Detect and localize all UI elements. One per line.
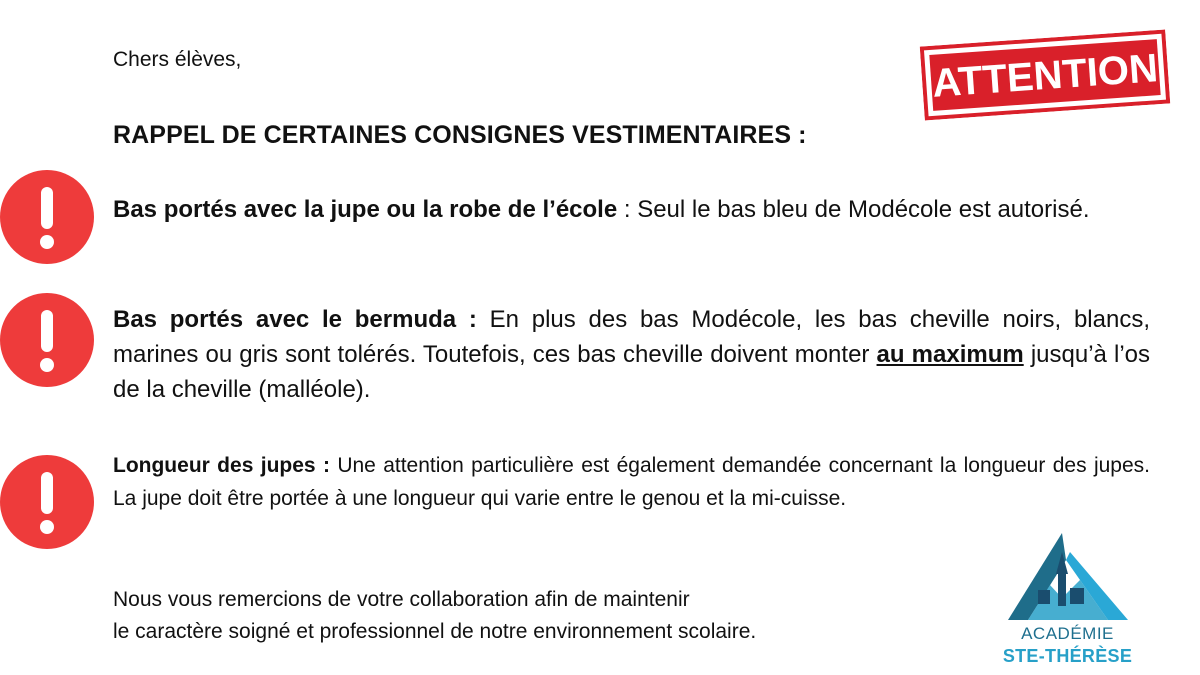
rule-text: Une attention particulière est également demandée concernant la longueur des jupes. La jupe doit être portée à une longueur qui varie entre le genou et la mi-cuisse. [113,454,1150,510]
exclamation-circle-icon [0,293,95,388]
page-title: RAPPEL DE CERTAINES CONSIGNES VESTIMENTAIRES : [113,121,807,149]
greeting: Chers élèves, [113,48,242,71]
rule-text: jusqu’à l’os de la cheville (malléole). [113,341,1151,403]
stamp-text: ATTENTION [930,46,1160,106]
rule-emphasis: au maximum [876,341,1024,368]
rule-paragraph-stockings-skirt [113,192,1150,228]
logo-text-ste-therese: STE-THÉRÈSE [1002,646,1133,666]
exclamation-circle-icon [0,455,95,550]
rule-text: Seul le bas bleu de Modécole est autorisé. [637,196,1090,223]
rule-title: Bas portés avec le bermuda : [113,306,477,333]
exclamation-circle-icon [0,170,95,265]
rule-title: Bas portés avec la jupe ou la robe de l’école [113,196,618,223]
rule-paragraph-stockings-bermuda [113,302,1150,407]
rule-text: En plus des bas Modécole, les bas cheville noirs, blancs, marines ou gris sont tolérés. Toutefois, ces bas cheville doivent monter [113,306,1151,368]
logo-text-academie: ACADÉMIE [1021,624,1114,643]
closing-line: Nous vous remercions de votre collaboration afin de maintenir [113,588,690,611]
rule-paragraph-skirt-length [113,449,1150,515]
closing-line: le caractère soigné et professionnel de notre environnement scolaire. [113,620,757,643]
rule-title: Longueur des jupes : [113,454,330,477]
attention-stamp [920,30,1171,121]
closing-message [113,584,756,648]
rule-separator: : [617,196,638,223]
